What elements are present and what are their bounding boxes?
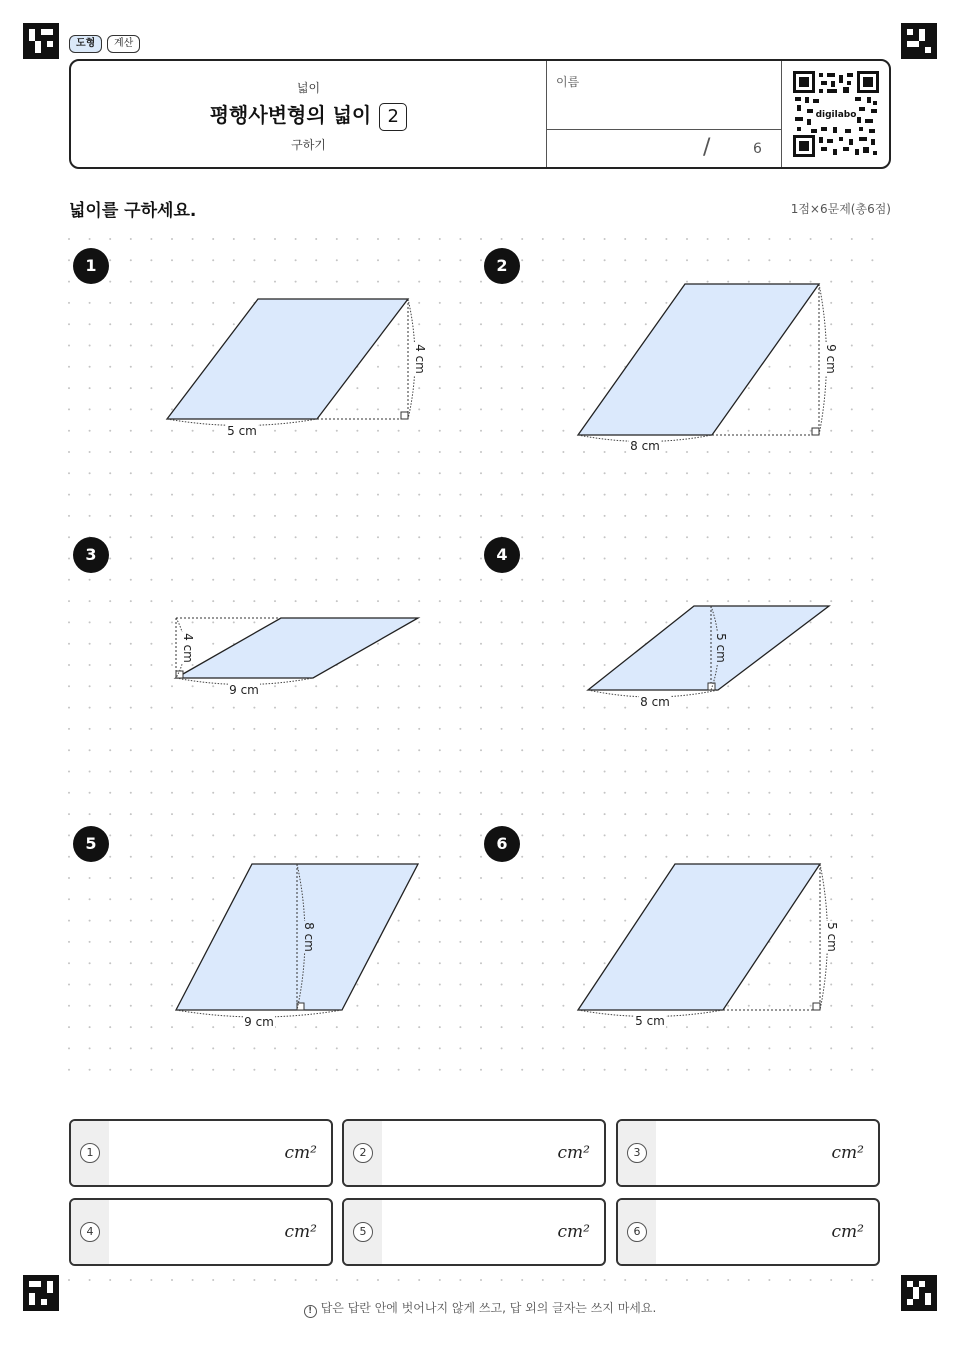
level-badge: 2 <box>379 103 407 131</box>
height-label: 9 cm <box>824 344 838 374</box>
footer-note <box>0 1299 960 1318</box>
problem-number: 5 <box>73 826 109 862</box>
height-label: 5 cm <box>825 922 839 952</box>
height-label: 4 cm <box>413 344 427 374</box>
name-field-label: 이름 <box>556 75 580 89</box>
topic-label: 넓이 <box>296 81 321 95</box>
answer-number: 3 <box>627 1143 647 1163</box>
qr-caption: digilabo <box>815 110 857 120</box>
parallelogram-5 <box>176 864 418 1029</box>
base-label: 8 cm <box>640 695 670 709</box>
answer-field-4[interactable] <box>69 1198 333 1266</box>
answer-field-6[interactable] <box>616 1198 880 1266</box>
points-info: 1점×6문제(총6점) <box>790 202 891 216</box>
score-slash: / <box>703 135 711 160</box>
parallelogram-3 <box>176 618 418 697</box>
answer-number: 6 <box>627 1222 647 1242</box>
warning-icon: ! <box>304 1305 317 1318</box>
answer-number-column <box>618 1200 656 1264</box>
unit-label: cm² <box>284 1222 317 1242</box>
score-total: 6 <box>753 141 762 157</box>
category-tag-calc: 계산 <box>107 35 140 53</box>
category-tag-shape: 도형 <box>69 35 102 53</box>
height-label: 8 cm <box>302 922 316 952</box>
footer-note-text: 답은 답란 안에 벗어나지 않게 쓰고, 답 외의 글자는 쓰지 마세요. <box>320 1301 657 1315</box>
answer-number-column <box>344 1121 382 1185</box>
unit-label: cm² <box>284 1143 317 1163</box>
problem-number: 2 <box>484 248 520 284</box>
unit-label: cm² <box>831 1222 864 1242</box>
base-label: 5 cm <box>635 1014 665 1028</box>
answer-field-5[interactable] <box>342 1198 606 1266</box>
unit-label: cm² <box>831 1143 864 1163</box>
right-angle-mark <box>176 671 183 678</box>
right-angle-mark <box>812 428 819 435</box>
problem-number: 6 <box>484 826 520 862</box>
problem-number: 1 <box>73 248 109 284</box>
height-label: 4 cm <box>181 633 195 663</box>
parallelogram-4 <box>588 606 829 709</box>
answer-number-column <box>71 1121 109 1185</box>
answer-number-column <box>71 1200 109 1264</box>
parallelogram-shape <box>578 864 820 1010</box>
answer-field-2[interactable] <box>342 1119 606 1187</box>
subtitle: 구하기 <box>291 138 326 152</box>
answer-number: 4 <box>80 1222 100 1242</box>
base-label: 9 cm <box>244 1015 274 1029</box>
right-angle-mark <box>813 1003 820 1010</box>
answer-number-column <box>344 1200 382 1264</box>
page-title-text: 평행사변형의 넓이 <box>209 103 372 127</box>
parallelogram-shape <box>588 606 829 690</box>
parallelogram-1 <box>167 299 427 438</box>
answer-number-column <box>618 1121 656 1185</box>
base-label: 9 cm <box>229 683 259 697</box>
base-label: 5 cm <box>227 424 257 438</box>
parallelogram-shape <box>167 299 408 419</box>
problem-number: 4 <box>484 537 520 573</box>
height-label: 5 cm <box>714 633 728 663</box>
answer-number: 2 <box>353 1143 373 1163</box>
unit-label: cm² <box>557 1143 590 1163</box>
answer-field-3[interactable] <box>616 1119 880 1187</box>
problem-number: 3 <box>73 537 109 573</box>
answer-number: 5 <box>353 1222 373 1242</box>
parallelogram-shape <box>176 618 418 678</box>
parallelogram-6 <box>578 864 839 1028</box>
parallelogram-shape <box>578 284 819 435</box>
answer-number: 1 <box>80 1143 100 1163</box>
base-label: 8 cm <box>630 439 660 453</box>
parallelogram-2 <box>578 284 838 453</box>
instruction: 넓이를 구하세요. <box>69 201 197 221</box>
unit-label: cm² <box>557 1222 590 1242</box>
right-angle-mark <box>401 412 408 419</box>
answer-field-1[interactable] <box>69 1119 333 1187</box>
